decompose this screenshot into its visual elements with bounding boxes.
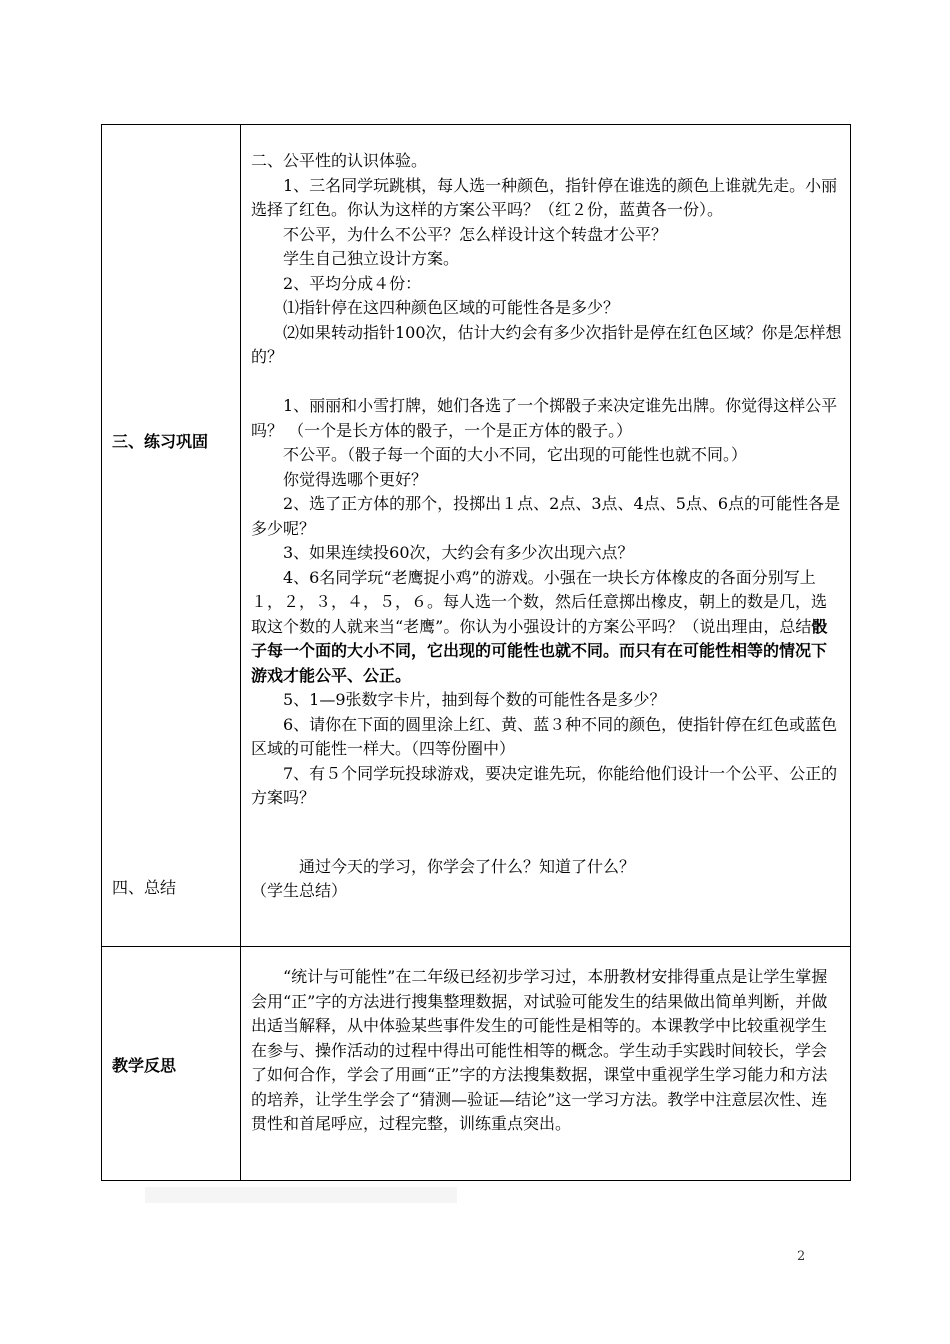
section2-question-1: 1、三名同学玩跳棋，每人选一种颜色，指针停在谁选的颜色上谁就先走。小丽选择了红色。你认为这样的方案公平吗？（红２份，蓝黄各一份）。: [251, 175, 838, 219]
practice-question-6: 6、请你在下面的圆里涂上红、黄、蓝３种不同的颜色，使指针停在红色或蓝色区域的可能性一样大。（四等份圈中）: [251, 714, 838, 758]
section2-title: 二、公平性的认识体验。: [251, 151, 428, 170]
summary-note: （学生总结）: [251, 881, 348, 900]
lesson-content: [241, 125, 850, 924]
table-row: [102, 125, 851, 947]
reflection-text: “统计与可能性”在二年级已经初步学习过，本册教材安排得重点是让学生掌握会用“正”字的方法进行搜集整理数据，对试验可能发生的结果做出简单判断，并做出适当解释，从中体验某些事件发生的可能性是相等的。本课教学中比较重视学生在参与、操作活动的过程中得出可能性相等的概念。学生动手实践时间较长，学会了如何合作，学会了用画“正”字的方法搜集数据，课堂中重视学生学习能力和方法的培养，让学生学会了“猜测—验证—结论”这一学习方法。教学中注意层次性、连贯性和首尾呼应，过程完整，训练重点突出。: [251, 967, 828, 1133]
section2-question-2a: ⑴指针停在这四种颜色区域的可能性各是多少？: [283, 298, 620, 317]
practice-question-2: 2、选了正方体的那个，投掷出１点、2点、3点、4点、5点、6点的可能性各是多少呢？: [251, 494, 841, 538]
practice-question-3: 3、如果连续投60次，大约会有多少次出现六点？: [283, 543, 634, 562]
shaded-band: [145, 1187, 457, 1203]
reflection-content-cell: [241, 947, 851, 1181]
section-label-cell: [102, 125, 241, 947]
lesson-plan-table: [101, 124, 851, 1181]
practice-question-4: [251, 566, 842, 689]
practice-question-1: 1、丽丽和小雪打牌，她们各选了一个掷骰子来决定谁先出牌。你觉得这样公平吗？ （一个是长方体的骰子，一个是正方体的骰子。）: [251, 396, 838, 440]
practice-question-4-text: 4、6名同学玩“老鹰捉小鸡”的游戏。小强在一块长方体橡皮的各面分别写上１，２，３，４，５，６。每人选一个数，然后任意掷出橡皮，朝上的数是几，选取这个数的人就来当“老鹰”。你认为小强设计的方案公平吗？（说出理由，总结: [251, 567, 828, 636]
practice-question-7: 7、有５个同学玩投球游戏，要决定谁先玩，你能给他们设计一个公平、公正的方案吗？: [251, 763, 838, 807]
reflection-label-cell: [102, 947, 241, 1181]
section2-question-2: 2、平均分成４份：: [283, 273, 422, 293]
section-content-cell: [241, 125, 851, 947]
page-number: 2: [797, 1249, 806, 1264]
section2-unfair: 不公平，为什么不公平？怎么样设计这个转盘才公平？: [283, 224, 668, 244]
table-row: [102, 947, 851, 1181]
practice-question-4-conclusion: 骰子每一个面的大小不同，它出现的可能性也就不同。而只有在可能性相等的情况下游戏才能公平、公正。: [251, 616, 828, 685]
label-summary: 四、总结: [112, 878, 177, 897]
label-practice: 三、练习巩固: [112, 432, 209, 451]
section2-question-2b: ⑵如果转动指针100次，估计大约会有多少次指针是停在红色区域？你是怎样想的？: [251, 322, 842, 366]
practice-answer-1: 不公平。（骰子每一个面的大小不同，它出现的可能性也就不同。）: [283, 445, 748, 464]
reflection-content: [241, 947, 850, 1155]
section2-design: 学生自己独立设计方案。: [283, 249, 460, 268]
practice-follow-up: 你觉得选哪个更好？: [283, 469, 428, 489]
practice-question-5: 5、1—9张数字卡片，抽到每个数的可能性各是多少？: [283, 690, 666, 709]
summary-text: 通过今天的学习，你学会了什么？知道了什么？: [299, 856, 636, 876]
label-reflection: 教学反思: [112, 1056, 177, 1075]
